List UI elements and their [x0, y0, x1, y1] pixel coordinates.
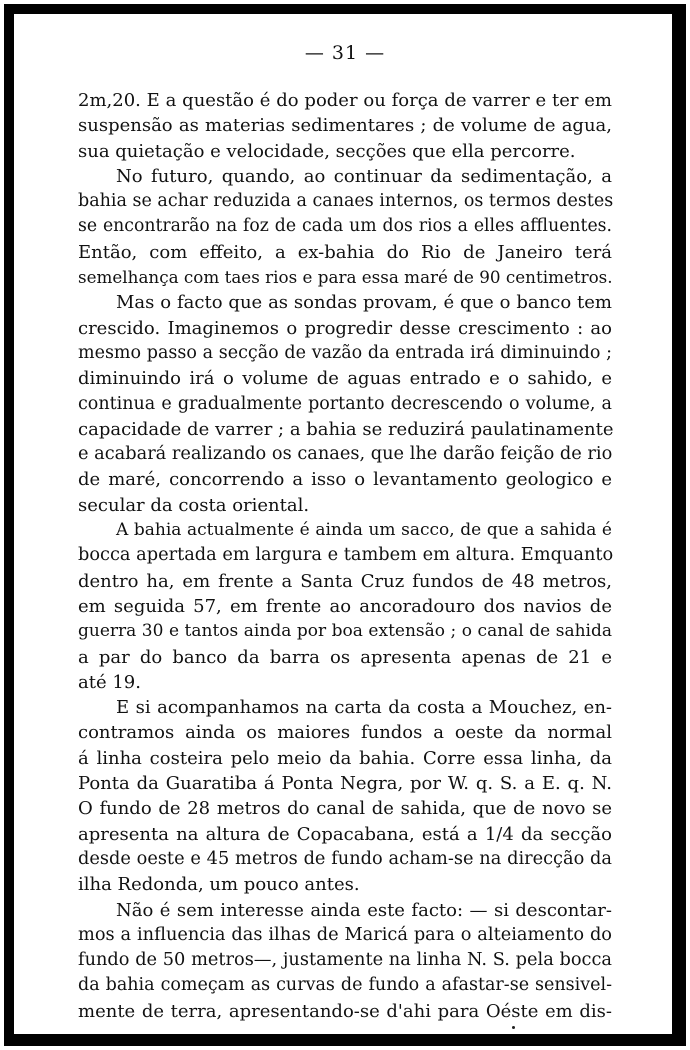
text-line: sua quietação e velocidade, secções que ella percorre.	[78, 140, 576, 162]
paragraph-3	[78, 290, 612, 518]
paragraph-6	[78, 898, 612, 1024]
text-line: bocca apertada em largura e tambem em altura. Emquanto	[78, 545, 614, 566]
text-line: se encontrarão na foz de cada um dos rios a elles affluentes.	[78, 216, 612, 237]
text-line: a par do banco da barra os apresenta apenas de 21 e	[78, 646, 612, 668]
document-page	[78, 40, 612, 1024]
text-line: Ponta da Guaratiba á Ponta Negra, por W. q. S. a E. q. N.	[78, 773, 612, 795]
text-line: O fundo de 28 metros do canal de sahida, que de novo se	[78, 798, 612, 820]
text-line: semelhança com taes rios e para essa maré de 90 centimetros.	[78, 267, 613, 288]
paragraph-2	[78, 164, 612, 290]
text-line: fundo de 50 metros—, justamente na linha N. S. pela bocca	[78, 950, 612, 971]
text-line: bahia se achar reduzida a canaes internos, os termos destes	[78, 191, 614, 212]
text-line: suspensão as materias sedimentares ; de volume de agua,	[78, 115, 612, 137]
text-line: até 19.	[78, 671, 141, 693]
paragraph-5	[78, 695, 612, 897]
text-line: Então, com effeito, a ex-bahia do Rio de Janeiro terá	[78, 241, 612, 263]
text-line: Não é sem interesse ainda este facto: — si descontar-	[116, 899, 612, 921]
text-line: da bahia começam as curvas de fundo a afastar-se sensivel-	[78, 975, 612, 996]
text-line: á linha costeira pelo meio da bahia. Corre essa linha, da	[78, 747, 612, 769]
page-number: — 31 —	[304, 42, 386, 64]
text-line: capacidade de varrer ; a bahia se reduzirá paulatinamente	[78, 418, 614, 440]
text-line: dentro ha, em frente a Santa Cruz fundos de 48 metros,	[78, 570, 612, 592]
paragraph-1	[78, 88, 612, 164]
print-speck	[512, 1026, 515, 1029]
text-line: secular da costa oriental.	[78, 494, 310, 516]
text-line: mente de terra, apresentando-se d'ahi para Oéste em dis-	[78, 1000, 612, 1022]
text-line: mesmo passo a secção de vazão da entrada irá diminuindo ;	[78, 342, 612, 363]
text-line: crescido. Imaginemos o progredir desse crescimento : ao	[78, 317, 612, 339]
text-line: ilha Redonda, um pouco antes.	[78, 874, 360, 896]
text-line: No futuro, quando, ao continuar da sedimentação, a	[116, 165, 612, 187]
text-line: A bahia actualmente é ainda um sacco, de que a sahida é	[116, 520, 612, 541]
text-line: mos a influencia das ilhas de Maricá para o alteiamento do	[78, 924, 612, 945]
text-line: apresenta na altura de Copacabana, está a 1/4 da secção	[78, 823, 612, 845]
text-line: desde oeste e 45 metros de fundo acham-se na direcção da	[78, 848, 612, 869]
text-line: em seguida 57, em frente ao ancoradouro dos navios de	[78, 595, 612, 617]
text-line: 2m,20. E a questão é do poder ou força de varrer e ter em	[78, 90, 612, 111]
text-line: de maré, concorrendo a isso o levantamento geologico e	[78, 469, 612, 491]
text-line: E si acompanhamos na carta da costa a Mouchez, en-	[116, 697, 612, 719]
text-line: Mas o facto que as sondas provam, é que o banco tem	[116, 292, 612, 314]
text-line: continua e gradualmente portanto decrescendo o volume, a	[78, 393, 612, 414]
text-line: e acabará realizando os canaes, que lhe darão feição de rio	[78, 444, 613, 465]
text-line: diminuindo irá o volume de aguas entrado e o sahido, e	[78, 368, 612, 390]
paragraph-4	[78, 518, 612, 695]
text-line: guerra 30 e tantos ainda por boa extensão ; o canal de sahida	[78, 621, 612, 642]
text-line: contramos ainda os maiores fundos a oeste da normal	[78, 722, 612, 744]
